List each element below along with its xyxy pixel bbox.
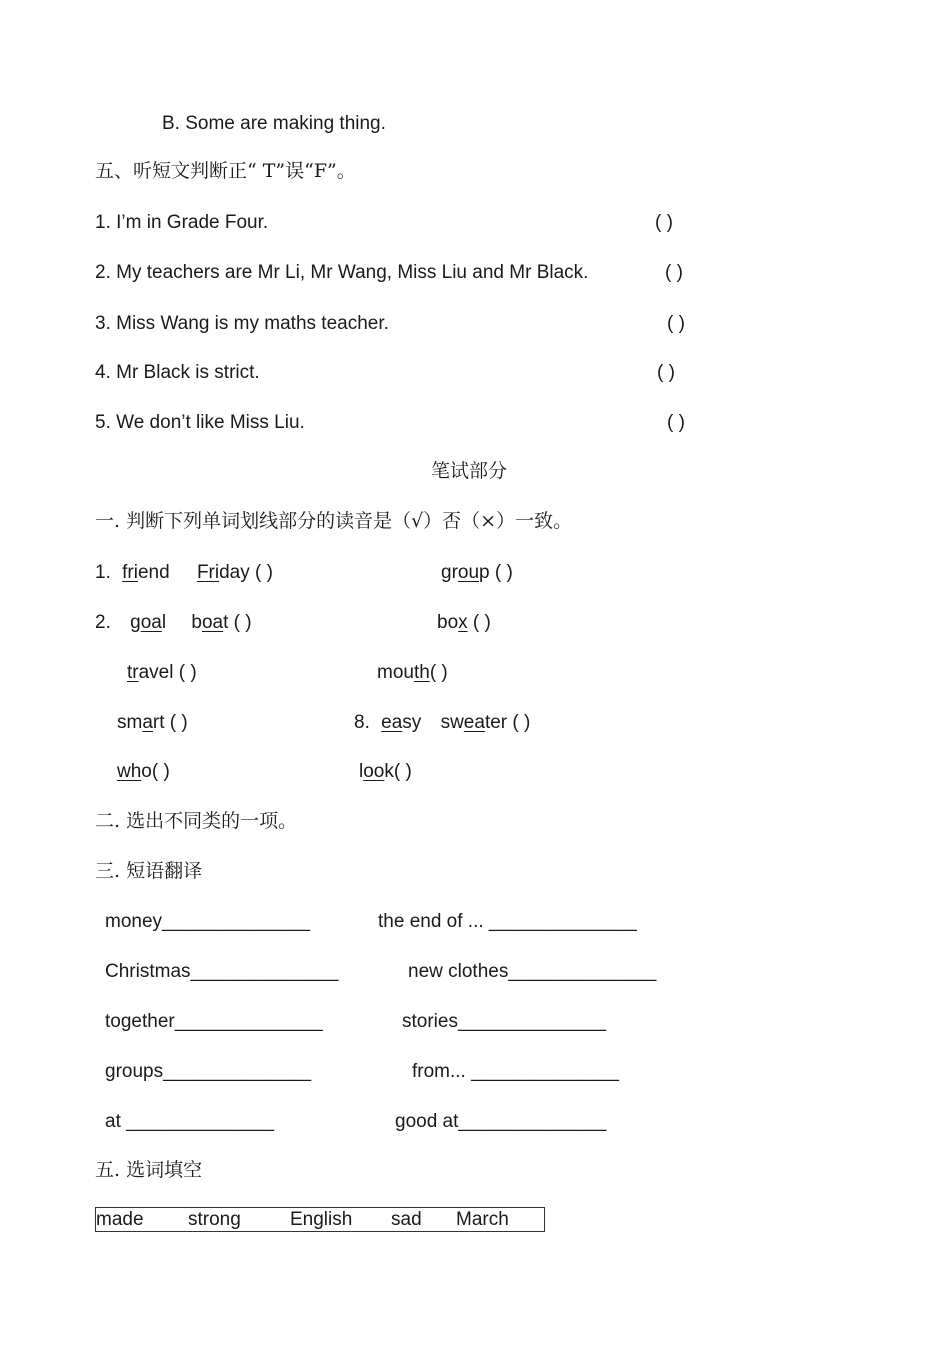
answer-paren-4[interactable]: ( ) (657, 362, 675, 383)
written-section-title: 笔试部分 (431, 460, 508, 482)
word-bank-item: English (290, 1209, 353, 1230)
phrase-christmas[interactable]: Christmas______________ (105, 961, 339, 982)
pron-row-2 (95, 611, 252, 635)
row-number: 8. (354, 712, 370, 733)
word-bank-item: March (456, 1209, 509, 1230)
option-b: B. Some are making thing. (162, 113, 386, 134)
statement-4: 4. Mr Black is strict. (95, 362, 260, 383)
word-box: box ( ) (437, 612, 491, 633)
word-smart: smart ( ) (117, 712, 188, 733)
statement-3: 3. Miss Wang is my maths teacher. (95, 313, 389, 334)
answer-paren-1[interactable]: ( ) (655, 212, 673, 233)
answer-paren-5[interactable]: ( ) (667, 412, 685, 433)
word-bank-item: made (96, 1209, 144, 1230)
phrase-money[interactable]: money______________ (105, 911, 310, 932)
answer-paren-3[interactable]: ( ) (667, 313, 685, 334)
phrase-stories[interactable]: stories______________ (402, 1011, 606, 1032)
word-who: who( ) (117, 761, 170, 782)
word-group: group ( ) (441, 562, 513, 583)
pron-row-8 (354, 711, 530, 735)
statement-2: 2. My teachers are Mr Li, Mr Wang, Miss Liu and Mr Black. (95, 262, 589, 283)
word-bank-box (95, 1207, 545, 1232)
word-bank-item: strong (188, 1209, 241, 1230)
phrase-at[interactable]: at ______________ (105, 1111, 275, 1132)
word-bank-item: sad (391, 1209, 422, 1230)
word-friday: Friday ( ) (196, 562, 273, 583)
word-goal: goal (130, 612, 167, 633)
answer-paren-2[interactable]: ( ) (665, 262, 683, 283)
part-3-title: 三. 短语翻译 (95, 860, 203, 882)
phrase-new-clothes[interactable]: new clothes______________ (408, 961, 657, 982)
word-friend: friend (122, 562, 170, 583)
word-travel: travel ( ) (127, 662, 197, 683)
statement-1: 1. I’m in Grade Four. (95, 212, 269, 233)
pron-row-1 (95, 561, 273, 585)
row-number: 1. (95, 562, 111, 583)
section-5-title: 五、听短文判断正“ T”误“F”。 (95, 160, 356, 182)
phrase-the-end-of[interactable]: the end of ... ______________ (378, 911, 637, 932)
phrase-good-at[interactable]: good at______________ (395, 1111, 607, 1132)
part-2-title: 二. 选出不同类的一项。 (95, 810, 298, 832)
word-mouth: mouth( ) (377, 662, 448, 683)
row-number: 2. (95, 612, 111, 633)
word-look: look( ) (359, 761, 412, 782)
phrase-from[interactable]: from... ______________ (412, 1061, 620, 1082)
word-boat: boat ( ) (191, 612, 252, 633)
part-1-title: 一. 判断下列单词划线部分的读音是（√）否（×）一致。 (95, 510, 573, 532)
part-5-title: 五. 选词填空 (95, 1159, 203, 1181)
phrase-together[interactable]: together______________ (105, 1011, 323, 1032)
phrase-groups[interactable]: groups______________ (105, 1061, 312, 1082)
word-sweater: sweater ( ) (440, 712, 531, 733)
word-easy: easy (381, 712, 422, 733)
statement-5: 5. We don’t like Miss Liu. (95, 412, 305, 433)
